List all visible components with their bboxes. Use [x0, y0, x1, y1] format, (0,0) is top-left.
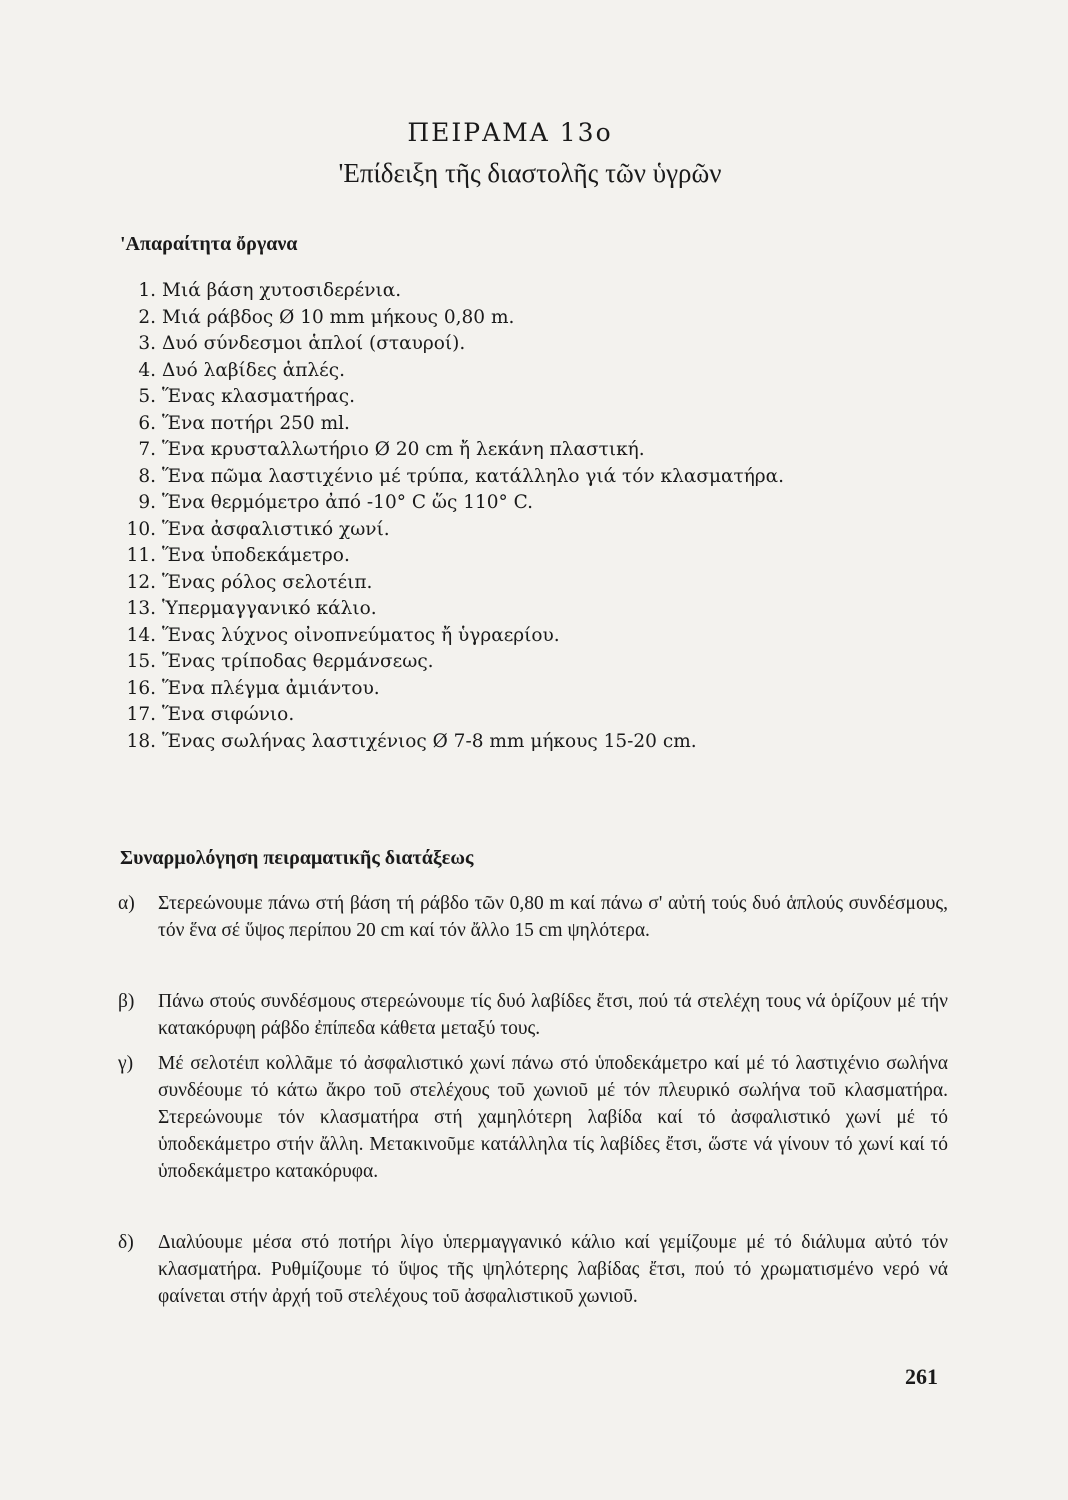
list-item	[118, 278, 784, 305]
list-item	[118, 702, 784, 729]
list-item-text: Δυό λαβίδες ἁπλές.	[162, 359, 345, 381]
step-marker: γ)	[118, 1053, 134, 1074]
list-item-number: 7.	[138, 439, 156, 460]
list-item-number: 12.	[126, 571, 156, 593]
assembly-step	[118, 1050, 948, 1185]
list-item-number: 13.	[126, 598, 156, 619]
step-text: Διαλύουμε μέσα στό ποτήρι λίγο ὑπερμαγγανικό κάλιο καί γεμίζουμε μέ τό διάλυμα αὐτό τόν κλασματήρα. Ρυθμίζουμε τό ὕψος τῆς ψηλότερης λαβίδας ἔτσι, πού τό χρωματισμένο νερό νά φαίνεται στήν ἀρχή τοῦ στελέχους τοῦ ἀσφαλιστικοῦ χωνιοῦ.	[158, 1232, 948, 1307]
step-text: Πάνω στούς συνδέσμους στερεώνουμε τίς δυό λαβίδες ἔτσι, πού τά στελέχη τους νά ὁρίζουν μέ τήν κατακόρυφη ράβδο ἐπίπεδα κάθετα μεταξύ τους.	[158, 991, 948, 1039]
list-item-text: Ἕνα πῶμα λαστιχένιο μέ τρύπα, κατάλληλο γιά τόν κλασματήρα.	[162, 465, 785, 487]
list-item	[118, 437, 784, 464]
list-item	[118, 729, 784, 756]
list-item-number: 5.	[138, 386, 156, 407]
list-item-number: 8.	[138, 465, 156, 487]
step-marker: δ)	[118, 1232, 134, 1253]
list-item-number: 10.	[126, 518, 156, 540]
list-item-text: Ἕνας κλασματήρας.	[162, 386, 355, 407]
list-item	[118, 331, 784, 358]
list-item-text: Ἕνας σωλήνας λαστιχένιος Ø 7-8 mm μήκους 15-20 cm.	[162, 730, 697, 752]
list-item-text: Ἕνας τρίποδας θερμάνσεως.	[162, 651, 434, 672]
list-item-number: 17.	[126, 704, 156, 725]
equipment-list	[118, 278, 784, 755]
list-item	[118, 490, 784, 517]
list-item-number: 3.	[138, 333, 156, 354]
list-item-number: 6.	[138, 412, 156, 434]
list-item	[118, 623, 784, 650]
list-item-number: 4.	[138, 359, 156, 381]
list-item-text: Ἕνας ρόλος σελοτέιπ.	[162, 571, 373, 593]
experiment-title: ΠΕΙΡΑΜΑ 13ο	[407, 118, 613, 147]
list-item	[118, 411, 784, 438]
list-item-number: 14.	[126, 624, 156, 646]
list-item	[118, 358, 784, 385]
assembly-step	[118, 1229, 948, 1310]
assembly-step	[118, 988, 948, 1042]
list-item-number: 9.	[138, 492, 156, 513]
list-item-number: 16.	[126, 677, 156, 699]
list-item	[118, 596, 784, 623]
step-marker: β)	[118, 991, 135, 1012]
list-item	[118, 384, 784, 411]
experiment-subtitle: 'Επίδειξη τῆς διαστολῆς τῶν ὑγρῶν	[338, 158, 722, 188]
list-item-number: 1.	[138, 280, 156, 301]
list-item-text: Ἕνα κρυσταλλωτήριο Ø 20 cm ἤ λεκάνη πλαστική.	[162, 439, 645, 460]
list-item-number: 15.	[126, 651, 156, 672]
list-item-text: Ἕνα θερμόμετρο ἀπό -10° C ὥς 110° C.	[162, 492, 534, 513]
list-item-number: 18.	[126, 730, 156, 752]
list-item	[118, 517, 784, 544]
list-item-number: 2.	[138, 306, 156, 328]
assembly-step	[118, 890, 948, 944]
list-item-text: Ἕνας λύχνος οἰνοπνεύματος ἤ ὑγραερίου.	[162, 624, 560, 646]
list-item-text: Ὑπερμαγγανικό κάλιο.	[162, 598, 377, 619]
list-item-text: Ἕνα ὑποδεκάμετρο.	[162, 545, 350, 566]
assembly-heading: Συναρμολόγηση πειραματικῆς διατάξεως	[120, 847, 474, 869]
list-item	[118, 649, 784, 676]
list-item-text: Μιά ράβδος Ø 10 mm μήκους 0,80 m.	[162, 306, 515, 328]
requirements-heading: 'Απαραίτητα ὄργανα	[120, 233, 298, 255]
list-item	[118, 464, 784, 491]
list-item	[118, 676, 784, 703]
list-item-text: Ἕνα ἀσφαλιστικό χωνί.	[162, 518, 390, 540]
list-item-text: Ἕνα πλέγμα ἀμιάντου.	[162, 677, 380, 699]
step-text: Μέ σελοτέιπ κολλᾶμε τό ἀσφαλιστικό χωνί πάνω στό ὑποδεκάμετρο καί μέ τό λαστιχένιο σωλήνα συνδέουμε τό κάτω ἄκρο τοῦ στελέχους τοῦ χωνιοῦ μέ τόν πλευρικό σωλήνα τοῦ κλασματήρα. Στερεώνουμε τόν κλασματήρα στή χαμηλότερη λαβίδα καί τό ἀσφαλιστικό χωνί μέ τό ὑποδεκάμετρο στήν ἄλλη. Μετακινοῦμε κατάλληλα τίς λαβίδες ἔτσι, ὥστε νά γίνουν τό χωνί καί τό ὑποδεκάμετρο κατακόρυφα.	[158, 1053, 948, 1182]
list-item	[118, 305, 784, 332]
list-item	[118, 570, 784, 597]
list-item-number: 11.	[126, 545, 156, 566]
step-marker: α)	[118, 893, 135, 914]
list-item-text: Μιά βάση χυτοσιδερένια.	[162, 280, 402, 301]
list-item-text: Ἕνα σιφώνιο.	[162, 704, 295, 725]
list-item	[118, 543, 784, 570]
step-text: Στερεώνουμε πάνω στή βάση τή ράβδο τῶν 0,80 m καί πάνω σ' αὐτή τούς δυό ἁπλούς συνδέσμους, τόν ἕνα σέ ὕψος περίπου 20 cm καί τόν ἄλλο 15 cm ψηλότερα.	[158, 893, 948, 941]
list-item-text: Δυό σύνδεσμοι ἁπλοί (σταυροί).	[162, 333, 466, 354]
page-number: 261	[905, 1364, 938, 1389]
list-item-text: Ἕνα ποτήρι 250 ml.	[162, 412, 350, 434]
